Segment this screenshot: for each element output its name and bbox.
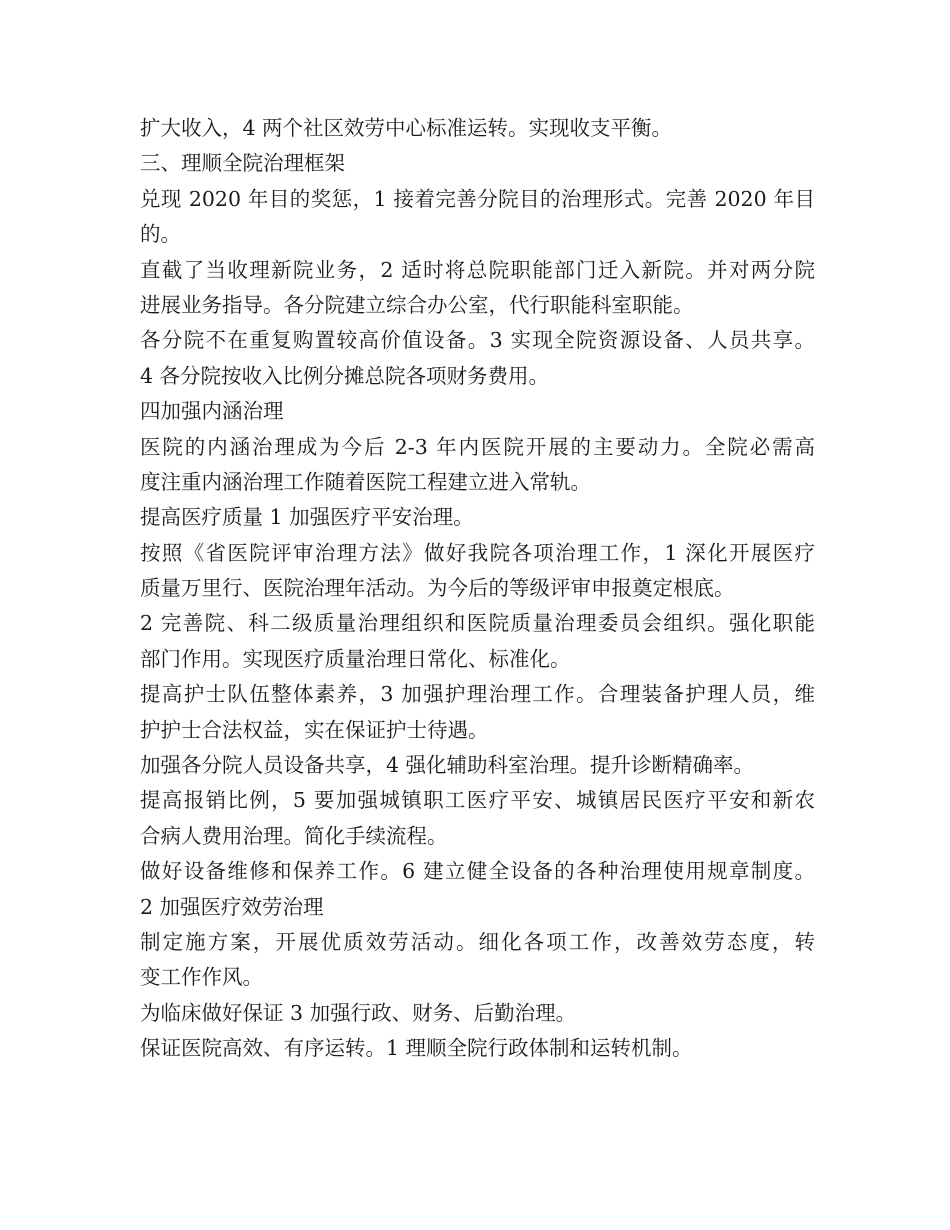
text-line: 为临床做好保证 3 加强行政、财务、后勤治理。 — [140, 1000, 577, 1025]
section-heading: 三、理顺全院治理框架 — [140, 151, 345, 176]
text-line: 度注重内涵治理工作随着医院工程建立进入常轨。 — [140, 469, 591, 494]
text-line: 提高护士队伍整体素养，3 加强护理治理工作。合理装备护理人员，维 — [140, 682, 815, 707]
text-line: 各分院不在重复购置较高价值设备。3 实现全院资源设备、人员共享。 — [140, 328, 815, 353]
text-line: 制定施方案，开展优质效劳活动。细化各项工作，改善效劳态度，转 — [140, 929, 815, 954]
text-line: 提高医疗质量 1 加强医疗平安治理。 — [140, 505, 474, 530]
text-line: 的。 — [140, 222, 181, 247]
section-heading: 2 加强医疗效劳治理 — [140, 894, 324, 919]
text-line: 变工作作风。 — [140, 965, 263, 990]
text-line: 按照《省医院评审治理方法》做好我院各项治理工作，1 深化开展医疗 — [140, 540, 815, 565]
text-line: 部门作用。实现医疗质量治理日常化、标准化。 — [140, 646, 571, 671]
text-line: 兑现 2020 年目的奖惩，1 接着完善分院目的治理形式。完善 2020 年目 — [140, 186, 815, 211]
section-heading: 四加强内涵治理 — [140, 399, 284, 424]
document-body — [140, 111, 815, 1067]
text-line: 2 完善院、科二级质量治理组织和医院质量治理委员会组织。强化职能 — [140, 611, 815, 636]
text-line: 进展业务指导。各分院建立综合办公室，代行职能科室职能。 — [140, 292, 694, 317]
text-line: 护护士合法权益，实在保证护士待遇。 — [140, 717, 489, 742]
text-line: 合病人费用治理。简化手续流程。 — [140, 823, 448, 848]
text-line: 医院的内涵治理成为今后 2-3 年内医院开展的主要动力。全院必需高 — [140, 434, 815, 459]
text-line: 扩大收入，4 两个社区效劳中心标准运转。实现收支平衡。 — [140, 116, 673, 140]
text-line: 质量万里行、医院治理年活动。为今后的等级评审申报奠定根底。 — [140, 576, 735, 601]
text-line: 做好设备维修和保养工作。6 建立健全设备的各种治理使用规章制度。 — [140, 859, 815, 884]
text-line: 保证医院高效、有序运转。1 理顺全院行政体制和运转机制。 — [140, 1036, 693, 1061]
text-line: 提高报销比例，5 要加强城镇职工医疗平安、城镇居民医疗平安和新农 — [140, 788, 815, 813]
text-line: 4 各分院按收入比例分摊总院各项财务费用。 — [140, 363, 550, 388]
text-line: 加强各分院人员设备共享，4 强化辅助科室治理。提升诊断精确率。 — [140, 753, 755, 778]
text-line: 直截了当收理新院业务，2 适时将总院职能部门迁入新院。并对两分院 — [140, 257, 815, 282]
